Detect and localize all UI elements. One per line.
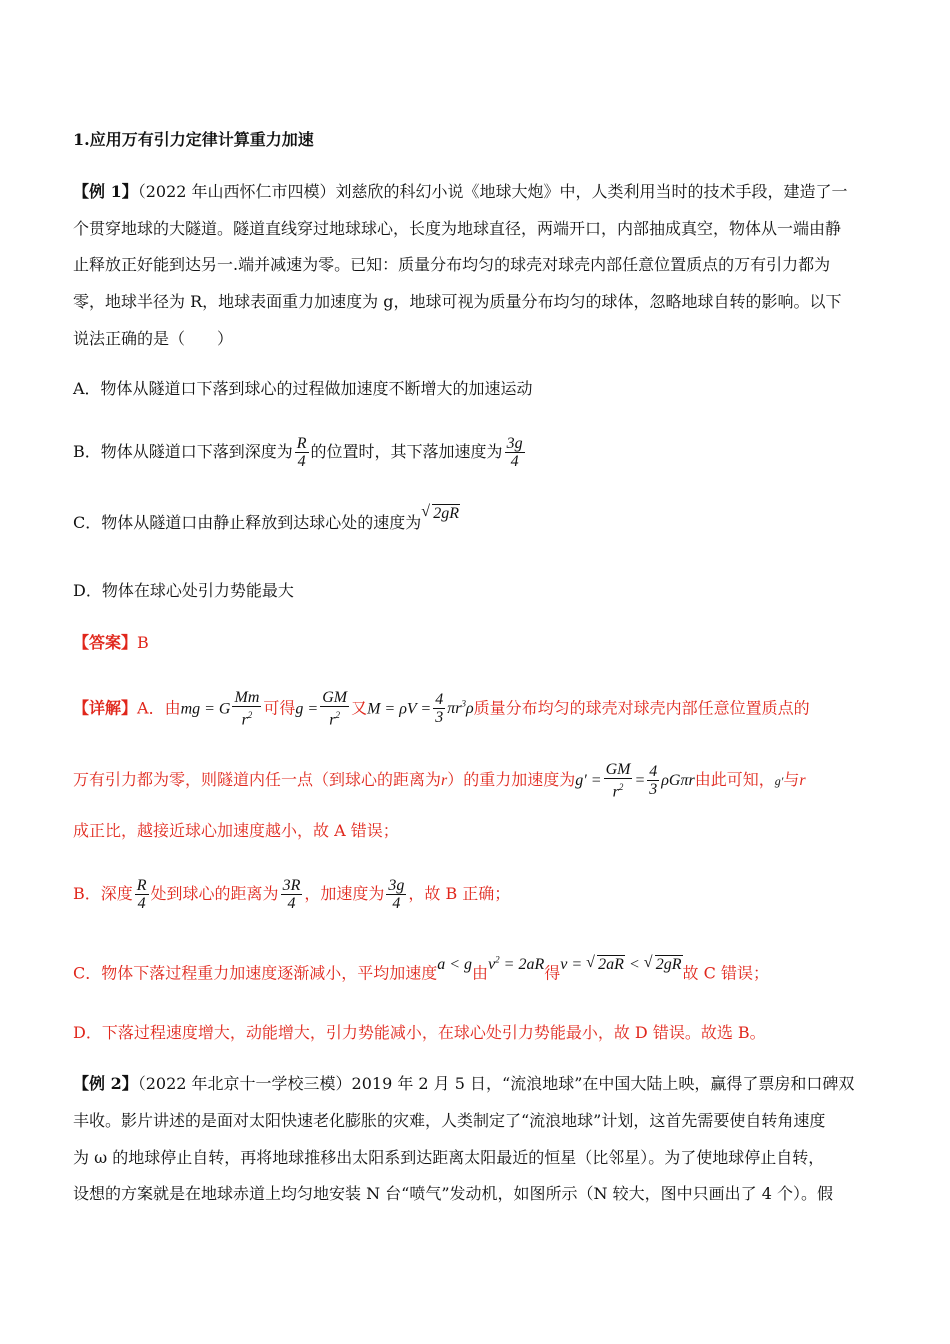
detail-line-2: 万有引力都为零，则隧道内任一点（到球心的距离为r）的重力加速度为g′ = $\frac{GM}{r^2}$ = $\frac{4}{3}$ ρGπr由此可知，g′与r	[73, 760, 806, 801]
example-1-tag: 【例 1】	[73, 182, 138, 201]
example-1-line-5: 说法正确的是（ ）	[73, 329, 234, 348]
fraction-r-over-4: $\frac{R}{4}$	[296, 435, 307, 470]
detail-d: D．下落过程速度增大，动能增大，引力势能减小，在球心处引力势能最小，故 D 错误。故选 B。	[73, 1023, 766, 1042]
equation-g-prime: g′ =	[575, 772, 602, 789]
answer-label: 【答案】	[73, 633, 138, 652]
answer	[73, 632, 878, 654]
fraction-3g-over-4: $\frac{3g}{4}$	[506, 435, 523, 470]
equation-mg: mg = G	[180, 700, 231, 718]
equation-mass: M = ρV =	[367, 700, 432, 718]
example-2-line-2: 丰收。影片讲述的是面对太阳快速老化膨胀的灾难，人类制定了“流浪地球”计划，这首先需要使自转角速度	[73, 1111, 826, 1130]
section-title: 1.应用万有引力定律计算重力加速	[73, 130, 314, 149]
example-1-line-4: 零，地球半径为 R，地球表面重力加速度为 g，地球可视为质量分布均匀的球体，忽略地球自转的影响。以下	[73, 292, 842, 311]
detail-label: 【详解】	[73, 698, 138, 718]
sqrt-2gr: √ 2gR	[421, 503, 460, 522]
example-2-line-1: 【例 2】（2022 年北京十一学校三模）2019 年 2 月 5 日，“流浪地球”在中国大陆上映，赢得了票房和口碑双	[73, 1074, 855, 1093]
example-2-tag: 【例 2】	[73, 1074, 138, 1093]
example-2-line-3: 为 ω 的地球停止自转，再将地球推移出太阳系到达距离太阳最近的恒星（比邻星）。为了使地球停止自转，	[73, 1148, 825, 1167]
detail-c: C．物体下落过程重力加速度逐渐减小，平均加速度a < g由$v^2 = 2aR$得v = √ 2aR < √ 2gR故 C 错误；	[73, 954, 769, 983]
detail-line-3: 成正比，越接近球心加速度越小，故 A 错误；	[73, 821, 399, 840]
option-a: A．物体从隧道口下落到球心的过程做加速度不断增大的加速运动	[73, 379, 533, 398]
option-b: B．物体从隧道口下落到深度为 $\frac{R}{4}$ 的位置时，其下落加速度为 $\frac{3g}{4}$	[73, 435, 523, 470]
answer-value: B	[137, 633, 149, 652]
example-1-line-1: 【例 1】（2022 年山西怀仁市四模）刘慈欣的科幻小说《地球大炮》中，人类利用当时的技术手段，建造了一	[73, 182, 848, 201]
example-1-line-2: 个贯穿地球的大隧道。隧道直线穿过地球球心，长度为地球直径，两端开口，内部抽成真空，物体从一端由静	[73, 219, 842, 238]
option-d: D．物体在球心处引力势能最大	[73, 581, 294, 600]
example-2-line-4: 设想的方案就是在地球赤道上均匀地安装 N 台“喷气”发动机，如图所示（N 较大，图中只画出了 4 个）。假	[73, 1184, 833, 1203]
detail-line-1: 【详解】A．由mg = G $\frac{Mm}{r^2}$ 可得g = $\frac{GM}{r^2}$ 又M = ρV = $\frac{4}{3}$ $\pi r^3\rho$质量分布均匀的球壳对球壳内部任意位置质点的	[73, 689, 810, 729]
detail-b: B．深度 $\frac{R}{4}$ 处到球心的距离为 $\frac{3R}{4}$ ，加速度为 $\frac{3g}{4}$ ，故 B 正确；	[73, 877, 511, 912]
example-1-line-3: 止释放正好能到达另一.端并减速为零。已知：质量分布均匀的球壳对球壳内部任意位置质点的万有引力都为	[73, 255, 831, 274]
option-c: C．物体从隧道口由静止释放到达球心处的速度为 √ 2gR	[73, 503, 460, 532]
